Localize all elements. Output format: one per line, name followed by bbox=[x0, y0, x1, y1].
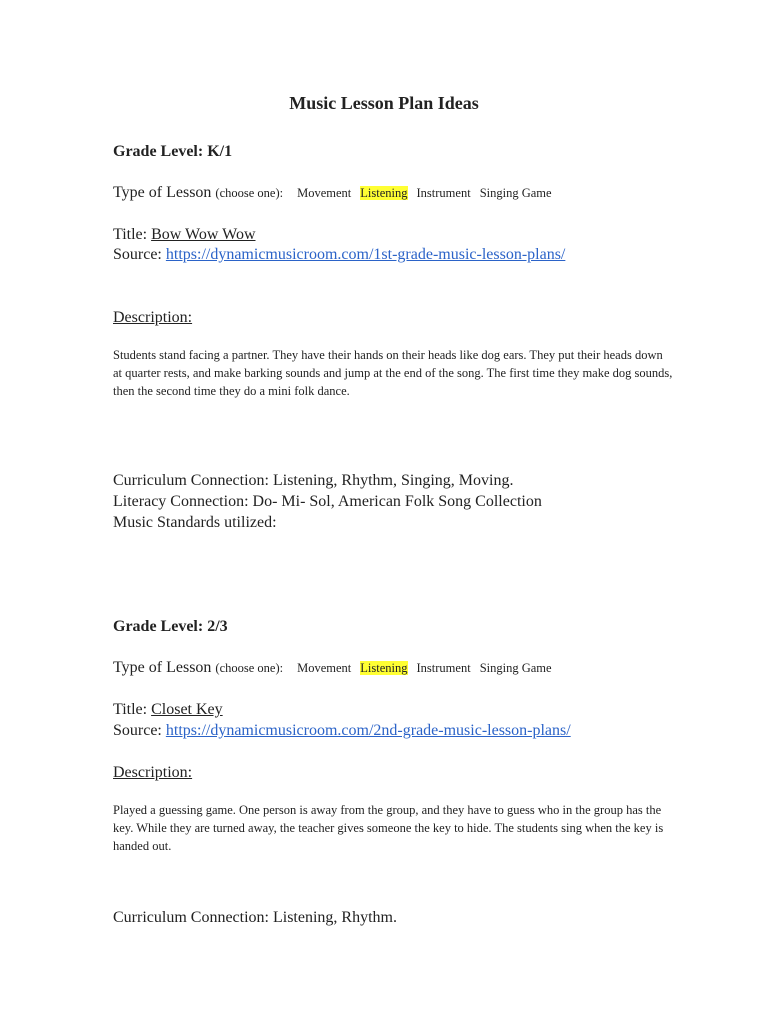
literacy-connection: Literacy Connection: Do- Mi- Sol, American Folk Song Collection bbox=[113, 493, 542, 510]
source-line bbox=[113, 246, 565, 264]
lesson-option-listening-selected: Listening bbox=[360, 186, 408, 200]
lesson-option-movement: Movement bbox=[297, 186, 352, 200]
lesson-type-colon: : bbox=[279, 186, 284, 200]
lesson-type-label: Type of Lesson bbox=[113, 659, 212, 676]
curriculum-connection: Curriculum Connection: Listening, Rhythm, Singing, Moving. bbox=[113, 472, 514, 489]
description-text: Played a guessing game. One person is away from the group, and they have to guess who in the group has the key. While they are turned away, the teacher gives someone the key to hide. The students sing when the key is handed out. bbox=[113, 803, 664, 853]
grade-level-heading: Grade Level: K/1 bbox=[113, 143, 233, 160]
description-heading: Description: bbox=[113, 309, 193, 326]
lesson-option-listening-selected: Listening bbox=[360, 661, 408, 675]
description-text: Students stand facing a partner. They have their hands on their heads like dog ears. They put their heads down at quarter rests, and make barking sounds and jump at the end of the song. The first time they make dog sounds, then the second time they do a mini folk dance. bbox=[113, 348, 673, 398]
source-label: Source: bbox=[113, 246, 162, 263]
description-heading: Description: bbox=[113, 764, 193, 781]
source-link[interactable]: https://dynamicmusicroom.com/1st-grade-music-lesson-plans/ bbox=[165, 246, 566, 263]
source-link[interactable]: https://dynamicmusicroom.com/2nd-grade-music-lesson-plans/ bbox=[165, 722, 571, 739]
lesson-type-line bbox=[113, 184, 552, 202]
lesson-option-singing-game: Singing Game bbox=[479, 661, 552, 675]
lesson-option-movement: Movement bbox=[297, 661, 352, 675]
music-standards: Music Standards utilized: bbox=[113, 514, 277, 531]
lesson-option-instrument: Instrument bbox=[416, 186, 471, 200]
title-line bbox=[113, 226, 256, 244]
choose-one-note: (choose one) bbox=[215, 186, 280, 200]
page-title: Music Lesson Plan Ideas bbox=[289, 93, 479, 113]
curriculum-connection: Curriculum Connection: Listening, Rhythm. bbox=[113, 909, 397, 926]
lesson-option-singing-game: Singing Game bbox=[479, 186, 552, 200]
lesson-title: Closet Key bbox=[151, 701, 223, 718]
title-label: Title: bbox=[113, 226, 148, 243]
choose-one-note: (choose one) bbox=[215, 661, 280, 675]
lesson-option-instrument: Instrument bbox=[416, 661, 471, 675]
title-line bbox=[113, 701, 223, 719]
title-label: Title: bbox=[113, 701, 148, 718]
lesson-type-line bbox=[113, 659, 552, 677]
source-label: Source: bbox=[113, 722, 162, 739]
source-line bbox=[113, 722, 571, 740]
lesson-type-colon: : bbox=[279, 661, 284, 675]
lesson-title: Bow Wow Wow bbox=[151, 226, 256, 243]
lesson-type-label: Type of Lesson bbox=[113, 184, 212, 201]
grade-level-heading: Grade Level: 2/3 bbox=[113, 618, 228, 635]
